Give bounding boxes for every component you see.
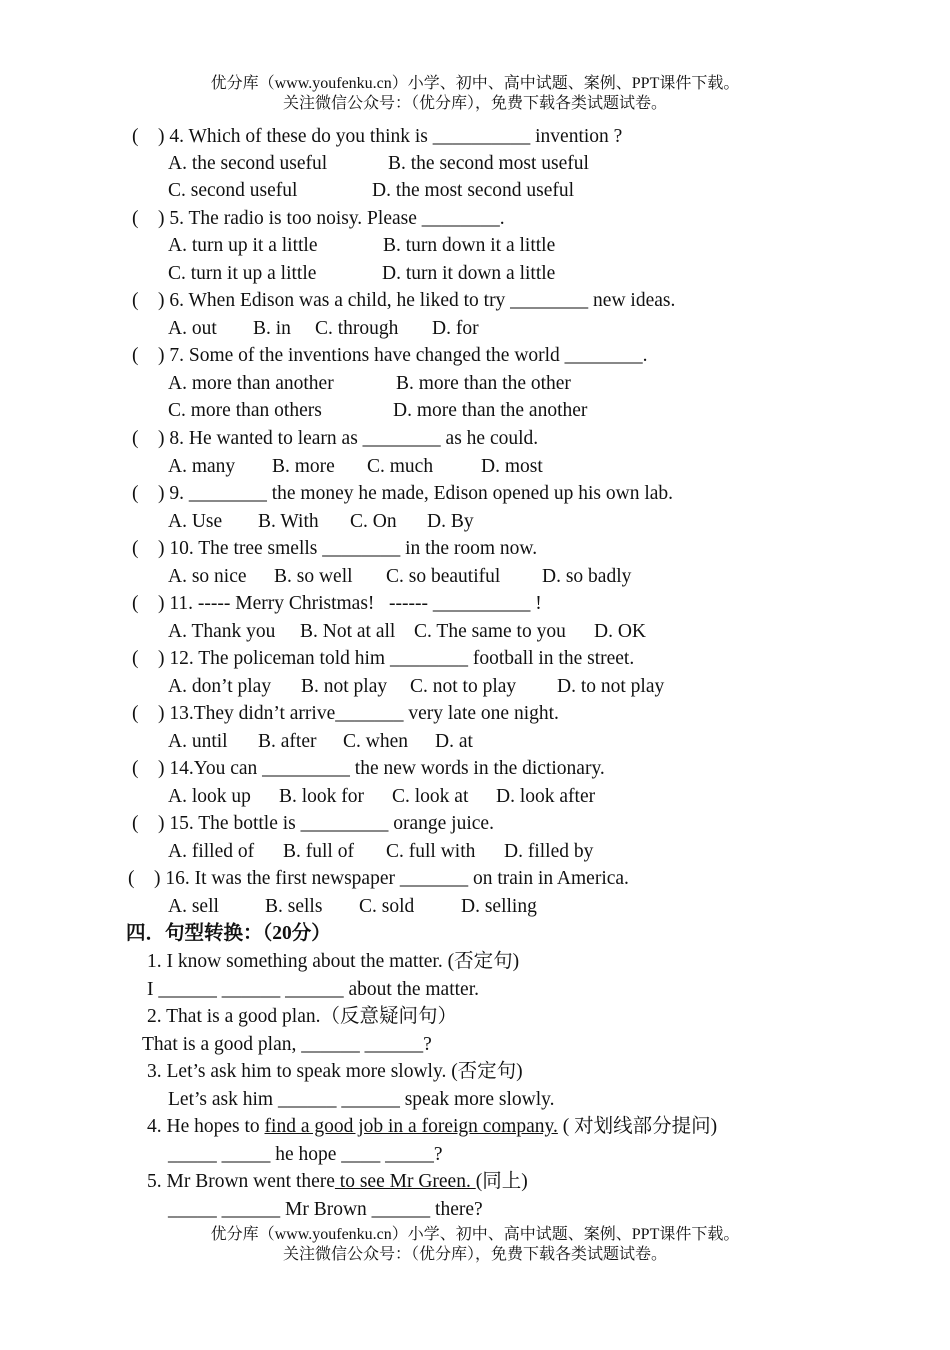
question-9-option-b: B. With [258, 511, 319, 532]
question-14-option-c: C. look at [392, 786, 469, 807]
page-footer [0, 1225, 950, 1265]
question-13-option-a: A. until [168, 731, 228, 752]
question-14-option-a: A. look up [168, 786, 251, 807]
transform-3-answer: Let’s ask him ______ ______ speak more slowly. [168, 1089, 555, 1110]
question-6-option-d: D. for [432, 318, 479, 339]
question-7-option-a: A. more than another [168, 373, 334, 394]
footer-line-1: 优分库（www.youfenku.cn）小学、初中、高中试题、案例、PPT课件下载。 [210, 1226, 740, 1243]
question-16-option-c: C. sold [359, 896, 415, 917]
transform-1-question: 1. I know something about the matter. (否定句) [147, 951, 520, 972]
question-11-option-b: B. Not at all [300, 621, 396, 642]
question-13-stem: ( ) 13.They didn’t arrive_______ very late one night. [132, 703, 559, 724]
question-16-option-d: D. selling [461, 896, 537, 917]
question-9-stem: ( ) 9. ________ the money he made, Edison opened up his own lab. [132, 483, 674, 504]
question-4-option-d: D. the most second useful [372, 180, 575, 201]
transform-5-question-pre: 5. Mr Brown went there [147, 1171, 335, 1192]
question-14-stem: ( ) 14.You can _________ the new words in the dictionary. [132, 758, 605, 779]
question-12-option-c: C. not to play [410, 676, 517, 697]
transform-4-answer: _____ _____ he hope ____ _____? [168, 1144, 443, 1165]
question-7-option-c: C. more than others [168, 400, 322, 421]
transform-1-answer: I ______ ______ ______ about the matter. [147, 979, 479, 1000]
question-5-option-c: C. turn it up a little [168, 263, 317, 284]
transform-5-question-post: (同上) [475, 1171, 528, 1192]
header-line-1: 优分库（www.youfenku.cn）小学、初中、高中试题、案例、PPT课件下载。 [210, 75, 740, 92]
question-7-stem: ( ) 7. Some of the inventions have changed the world ________. [132, 345, 648, 366]
page-header [0, 74, 950, 114]
question-4-stem: ( ) 4. Which of these do you think is __________ invention ? [132, 126, 623, 147]
section-4-title: 四．句型转换：（20分） [126, 923, 331, 944]
question-16-option-a: A. sell [168, 896, 219, 917]
question-14-option-b: B. look for [279, 786, 365, 807]
transform-4-question-pre: 4. He hopes to [147, 1116, 265, 1137]
question-8-option-b: B. more [272, 456, 335, 477]
question-15-stem: ( ) 15. The bottle is _________ orange juice. [132, 813, 494, 834]
question-13-option-c: C. when [343, 731, 408, 752]
question-11-stem: ( ) 11. ----- Merry Christmas! ------ __________ ! [132, 593, 542, 614]
transform-3-question: 3. Let’s ask him to speak more slowly. (否定句) [147, 1061, 523, 1082]
question-12-option-a: A. don’t play [168, 676, 272, 697]
transform-4-underlined-part: find a good job in a foreign company. [264, 1116, 558, 1137]
question-10-option-d: D. so badly [542, 566, 632, 587]
question-12-option-b: B. not play [301, 676, 388, 697]
question-15-option-d: D. filled by [504, 841, 594, 862]
question-14-option-d: D. look after [496, 786, 596, 807]
question-5-stem: ( ) 5. The radio is too noisy. Please ________. [132, 208, 505, 229]
question-6-option-c: C. through [315, 318, 399, 339]
question-6-option-a: A. out [168, 318, 217, 339]
question-12-stem: ( ) 12. The policeman told him ________ football in the street. [132, 648, 635, 669]
question-4-option-c: C. second useful [168, 180, 298, 201]
question-8-stem: ( ) 8. He wanted to learn as ________ as he could. [132, 428, 539, 449]
question-15-option-a: A. filled of [168, 841, 255, 862]
question-10-stem: ( ) 10. The tree smells ________ in the room now. [132, 538, 538, 559]
question-6-stem: ( ) 6. When Edison was a child, he liked to try ________ new ideas. [132, 290, 676, 311]
question-16-option-b: B. sells [265, 896, 323, 917]
question-13-option-b: B. after [258, 731, 317, 752]
question-10-option-a: A. so nice [168, 566, 247, 587]
question-13-option-d: D. at [435, 731, 473, 752]
question-11-option-d: D. OK [594, 621, 646, 642]
question-15-option-b: B. full of [283, 841, 354, 862]
header-line-2: 关注微信公众号：（优分库），免费下载各类试题试卷。 [282, 95, 667, 112]
question-6-option-b: B. in [253, 318, 291, 339]
transform-2-answer: That is a good plan, ______ ______? [142, 1034, 432, 1055]
transform-5-question [147, 1168, 528, 1195]
transform-5-answer: _____ ______ Mr Brown ______ there? [168, 1199, 483, 1220]
question-7-option-d: D. more than the another [393, 400, 588, 421]
transform-5-underlined-part: to see Mr Green. [334, 1171, 476, 1192]
question-9-option-a: A. Use [168, 511, 223, 532]
question-4-option-b: B. the second most useful [388, 153, 589, 174]
question-5-option-d: D. turn it down a little [382, 263, 556, 284]
question-11-option-c: C. The same to you [414, 621, 566, 642]
transform-4-question-post: ( 对划线部分提问) [557, 1116, 718, 1137]
question-8-option-d: D. most [481, 456, 543, 477]
question-16-stem: ( ) 16. It was the first newspaper _______ on train in America. [128, 868, 629, 889]
question-10-option-b: B. so well [274, 566, 353, 587]
transform-2-question: 2. That is a good plan.（反意疑问句） [147, 1006, 457, 1027]
question-9-option-c: C. On [350, 511, 397, 532]
question-5-option-a: A. turn up it a little [168, 235, 318, 256]
question-8-option-a: A. many [168, 456, 236, 477]
transform-4-question [147, 1113, 717, 1140]
question-11-option-a: A. Thank you [168, 621, 276, 642]
question-8-option-c: C. much [367, 456, 434, 477]
question-9-option-d: D. By [427, 511, 474, 532]
question-4-option-a: A. the second useful [168, 153, 328, 174]
question-15-option-c: C. full with [386, 841, 476, 862]
question-12-option-d: D. to not play [557, 676, 665, 697]
question-7-option-b: B. more than the other [396, 373, 571, 394]
question-5-option-b: B. turn down it a little [383, 235, 556, 256]
question-10-option-c: C. so beautiful [386, 566, 501, 587]
footer-line-2: 关注微信公众号：（优分库），免费下载各类试题试卷。 [282, 1246, 667, 1263]
